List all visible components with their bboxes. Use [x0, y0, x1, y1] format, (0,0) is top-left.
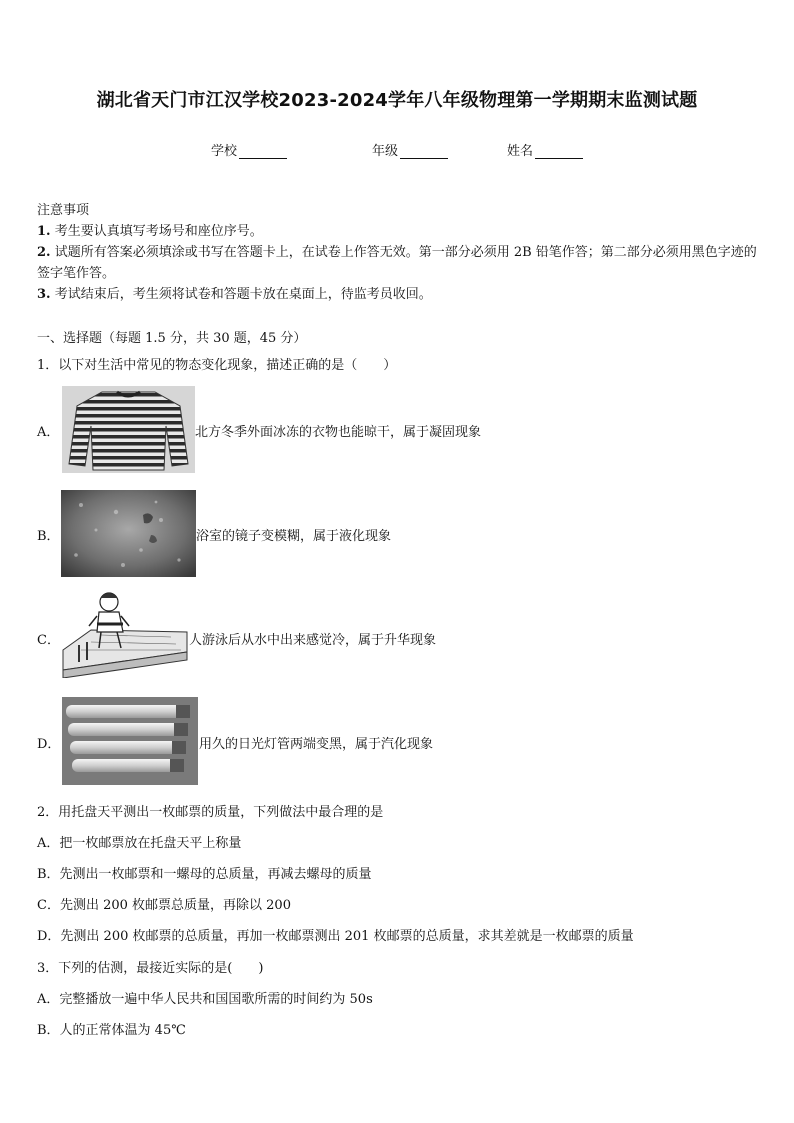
- q2-option-b: B．先测出一枚邮票和一螺母的总质量，再减去螺母的质量: [37, 867, 372, 882]
- section-title: 一、选择题（每题 1.5 分，共 30 题，45 分）: [37, 331, 307, 346]
- question-1-stem: 1．以下对生活中常见的物态变化现象，描述正确的是（ ）: [37, 358, 397, 373]
- notes-heading: 注意事项: [37, 203, 90, 218]
- school-blank[interactable]: [239, 146, 287, 159]
- notes-item: 1. 考生要认真填写考场号和座位序号。: [37, 224, 263, 239]
- q1-option-d-text: 用久的日光灯管两端变黑，属于汽化现象: [199, 737, 434, 752]
- q1-option-c-letter: C．: [37, 633, 60, 648]
- notes-section: [37, 200, 759, 305]
- foggy-mirror-image: [61, 490, 196, 577]
- school-field[interactable]: [211, 140, 287, 159]
- page-title: 湖北省天门市江汉学校2023-2024学年八年级物理第一学期期末监测试题: [96, 90, 698, 111]
- school-label: 学校: [211, 144, 238, 159]
- notes-item: 2. 试题所有答案必须填涂或书写在答题卡上，在试卷上作答无效。第一部分必须用 2B 铅笔作答；第二部分必须用黑色字迹的签字笔作答。: [37, 245, 757, 281]
- name-field[interactable]: [507, 140, 583, 159]
- name-blank[interactable]: [535, 146, 583, 159]
- sweater-image: [62, 386, 195, 473]
- grade-label: 年级: [372, 144, 399, 159]
- question-2-stem: 2．用托盘天平测出一枚邮票的质量，下列做法中最合理的是: [37, 805, 384, 820]
- notes-item: 3. 考试结束后，考生须将试卷和答题卡放在桌面上，待监考员收回。: [37, 287, 432, 302]
- q2-option-d: D．先测出 200 枚邮票的总质量，再加一枚邮票测出 201 枚邮票的总质量，求其差就是一枚邮票的质量: [37, 929, 634, 944]
- q3-option-b: B．人的正常体温为 45℃: [37, 1023, 186, 1038]
- q3-option-a: A．完整播放一遍中华人民共和国国歌所需的时间约为 50s: [37, 992, 373, 1007]
- q2-option-c: C．先测出 200 枚邮票总质量，再除以 200: [37, 898, 291, 913]
- swimmer-cartoon-image: [61, 590, 189, 678]
- q2-option-a: A．把一枚邮票放在托盘天平上称量: [37, 836, 242, 851]
- grade-field[interactable]: [372, 140, 448, 159]
- q1-option-c-text: 人游泳后从水中出来感觉冷，属于升华现象: [189, 633, 437, 648]
- q1-option-b-letter: B．: [37, 529, 60, 544]
- question-3-stem: 3．下列的估测，最接近实际的是( ): [37, 961, 264, 976]
- grade-blank[interactable]: [400, 146, 448, 159]
- q1-option-b-text: 浴室的镜子变模糊，属于液化现象: [196, 529, 392, 544]
- q1-option-a-letter: A．: [37, 425, 60, 440]
- fluorescent-tubes-image: [62, 697, 198, 785]
- q1-option-a-text: 北方冬季外面冰冻的衣物也能晾干，属于凝固现象: [195, 425, 482, 440]
- name-label: 姓名: [507, 144, 534, 159]
- q1-option-d-letter: D．: [37, 737, 61, 752]
